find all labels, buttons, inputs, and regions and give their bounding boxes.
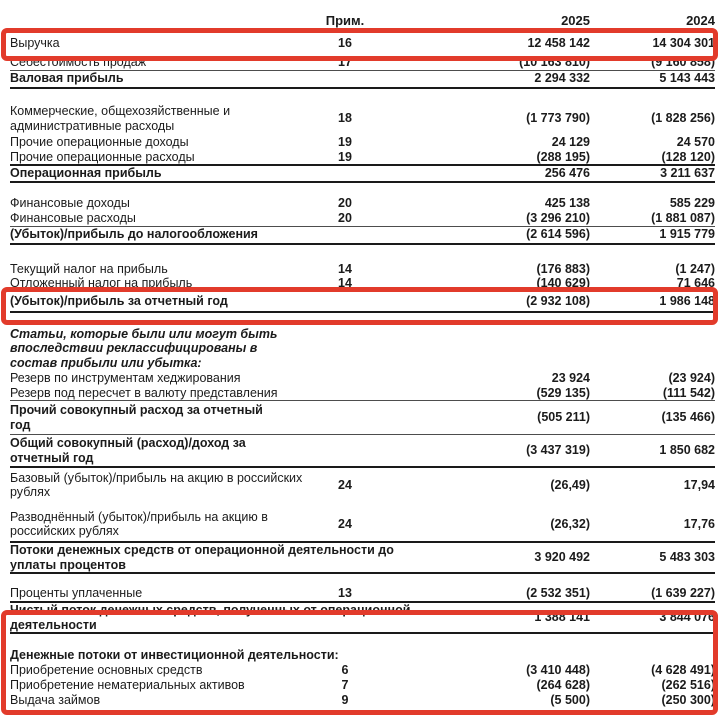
statement-row [10, 663, 715, 678]
row-note: 24 [338, 516, 352, 531]
row-label: Прочие операционные расходы [10, 149, 195, 164]
row-value-2025: (5 500) [550, 692, 590, 707]
row-value-2025: (529 135) [536, 385, 590, 400]
statement-row [10, 135, 715, 150]
row-label: Отложенный налог на прибыль [10, 276, 193, 290]
row-label: Проценты уплаченные [10, 586, 143, 601]
row-value-2024: 17,94 [683, 477, 715, 492]
row-value-2025: 256 476 [544, 166, 590, 181]
row-label: Текущий налог на прибыль [10, 261, 168, 276]
row-label: Потоки денежных средств от операционной деятельности до уплаты процентов [10, 543, 394, 572]
statement-row [10, 276, 715, 292]
row-spacer [10, 574, 715, 586]
statement-row [10, 262, 715, 277]
row-value-2025: 425 138 [544, 196, 590, 211]
row-label: Приобретение основных средств [10, 663, 203, 677]
row-note: 17 [338, 55, 352, 69]
row-value-2024: 1 915 779 [659, 227, 715, 242]
row-value-2025: (2 532 351) [526, 586, 590, 601]
row-value-2024: (23 924) [668, 370, 715, 385]
row-spacer [10, 89, 715, 103]
header-note-column: Прим. [325, 12, 365, 28]
row-value-2024: 3 844 076 [659, 610, 715, 625]
row-value-2024: 24 570 [676, 134, 715, 149]
row-label: Себестоимость продаж [10, 55, 147, 69]
statement-row [10, 601, 715, 634]
row-label: Выручка [10, 36, 60, 51]
statement-row [10, 386, 715, 402]
row-note: 20 [338, 196, 352, 211]
row-value-2025: (2 614 596) [526, 227, 590, 242]
row-value-2025: 23 924 [551, 370, 590, 385]
statement-row [10, 196, 715, 211]
row-value-2024: 17,76 [683, 516, 715, 531]
row-label: Коммерческие, общехозяйственные и административные расходы [10, 104, 231, 133]
row-value-2025: (176 883) [536, 261, 590, 276]
statement-row [10, 166, 715, 183]
row-label: Денежные потоки от инвестиционной деятельности: [10, 648, 339, 663]
row-label: (Убыток)/прибыль за отчетный год [10, 293, 228, 308]
statement-row [10, 678, 715, 693]
row-value-2024: 5 143 443 [659, 71, 715, 86]
row-value-2024: (1 881 087) [651, 211, 715, 225]
statement-row [10, 693, 715, 708]
row-value-2024: 1 986 148 [659, 293, 715, 308]
row-label: Выдача займов [10, 692, 101, 707]
statement-row [10, 292, 715, 313]
row-label: (Убыток)/прибыль до налогообложения [10, 227, 258, 242]
row-label: Прочие операционные доходы [10, 134, 189, 149]
row-value-2024: (1 247) [675, 261, 715, 276]
header-year-2025: 2025 [561, 12, 590, 28]
row-label: Финансовые расходы [10, 211, 136, 225]
row-value-2024: 71 646 [676, 276, 715, 290]
row-value-2024: 1 850 682 [659, 443, 715, 458]
row-note: 14 [338, 276, 352, 290]
row-note: 14 [338, 261, 352, 276]
row-label: Резерв под пересчет в валюту представления [10, 385, 278, 400]
row-value-2025: (10 163 810) [519, 55, 590, 69]
row-note: 24 [338, 477, 352, 492]
statement-row [10, 371, 715, 386]
row-note: 13 [338, 586, 352, 601]
row-label: Базовый (убыток)/прибыль на акцию в российских рублях [10, 470, 303, 499]
statement-row [10, 32, 715, 55]
row-value-2024: 585 229 [669, 196, 715, 211]
header-year-2024: 2024 [686, 12, 715, 28]
row-label: Приобретение нематериальных активов [10, 677, 245, 692]
row-value-2025: (2 932 108) [526, 293, 590, 308]
row-value-2025: 3 920 492 [534, 550, 590, 565]
statement-row [10, 468, 715, 502]
row-note: 7 [341, 677, 349, 692]
statement-row [10, 227, 715, 245]
row-value-2024: (135 466) [661, 410, 715, 425]
row-spacer [10, 634, 715, 648]
row-label: Разводнённый (убыток)/прибыль на акцию в российских рублях [10, 509, 268, 538]
statement-row [10, 507, 715, 541]
row-note: 6 [341, 663, 349, 677]
row-note: 19 [338, 149, 352, 164]
row-value-2024: 14 304 301 [652, 36, 715, 51]
statement-row [10, 327, 715, 371]
row-value-2024: (250 300) [661, 692, 715, 707]
row-value-2025: (26,32) [550, 516, 590, 531]
row-note: 9 [341, 692, 349, 707]
table-header-row [10, 8, 715, 32]
row-value-2025: 24 129 [551, 134, 590, 149]
statement-row [10, 401, 715, 435]
row-value-2024: (1 828 256) [651, 111, 715, 126]
row-label: Резерв по инструментам хеджирования [10, 370, 241, 385]
row-note: 20 [338, 211, 352, 225]
statement-row [10, 211, 715, 227]
row-label: Статьи, которые были или могут быть впоследствии реклассифицированы в состав прибыли или убытка: [10, 326, 278, 370]
row-value-2025: 12 458 142 [527, 36, 590, 51]
row-note: 19 [338, 134, 352, 149]
row-label: Валовая прибыль [10, 71, 124, 86]
row-value-2025: (26,49) [550, 477, 590, 492]
row-label: Операционная прибыль [10, 166, 162, 181]
row-value-2025: 1 388 141 [534, 610, 590, 625]
row-spacer [10, 313, 715, 327]
statement-row [10, 150, 715, 167]
statement-row [10, 55, 715, 71]
row-value-2025: 2 294 332 [534, 71, 590, 86]
row-value-2025: (505 211) [537, 410, 590, 425]
row-value-2025: (140 629) [536, 276, 590, 290]
row-label: Финансовые доходы [10, 196, 130, 211]
statement-row [10, 435, 715, 468]
row-value-2025: (3 437 319) [526, 443, 590, 458]
row-value-2024: (111 542) [662, 385, 715, 400]
row-value-2025: (288 195) [536, 149, 590, 164]
row-label: Чистый поток денежных средств, полученных от операционной деятельности [10, 603, 411, 632]
row-value-2025: (264 628) [536, 677, 590, 692]
row-value-2024: 3 211 637 [660, 166, 715, 181]
statement-row [10, 71, 715, 89]
statement-rows [10, 32, 715, 708]
row-value-2024: (128 120) [661, 149, 715, 164]
row-value-2025: (1 773 790) [526, 111, 590, 126]
statement-row [10, 103, 715, 135]
row-value-2025: (3 296 210) [526, 211, 590, 225]
row-label: Прочий совокупный расход за отчетный год [10, 403, 263, 432]
row-note: 18 [338, 111, 352, 126]
row-note: 16 [338, 36, 352, 51]
row-spacer [10, 183, 715, 196]
row-value-2024: (4 628 491) [651, 663, 715, 677]
row-value-2025: (3 410 448) [526, 663, 590, 677]
statement-row [10, 586, 715, 601]
statement-row [10, 541, 715, 574]
statement-row [10, 648, 715, 663]
row-value-2024: 5 483 303 [659, 550, 715, 565]
row-spacer [10, 245, 715, 262]
row-value-2024: (1 639 227) [651, 586, 715, 601]
row-value-2024: (262 516) [661, 677, 715, 692]
row-value-2024: (9 160 858) [651, 55, 715, 69]
row-label: Общий совокупный (расход)/доход за отчетный год [10, 436, 246, 465]
